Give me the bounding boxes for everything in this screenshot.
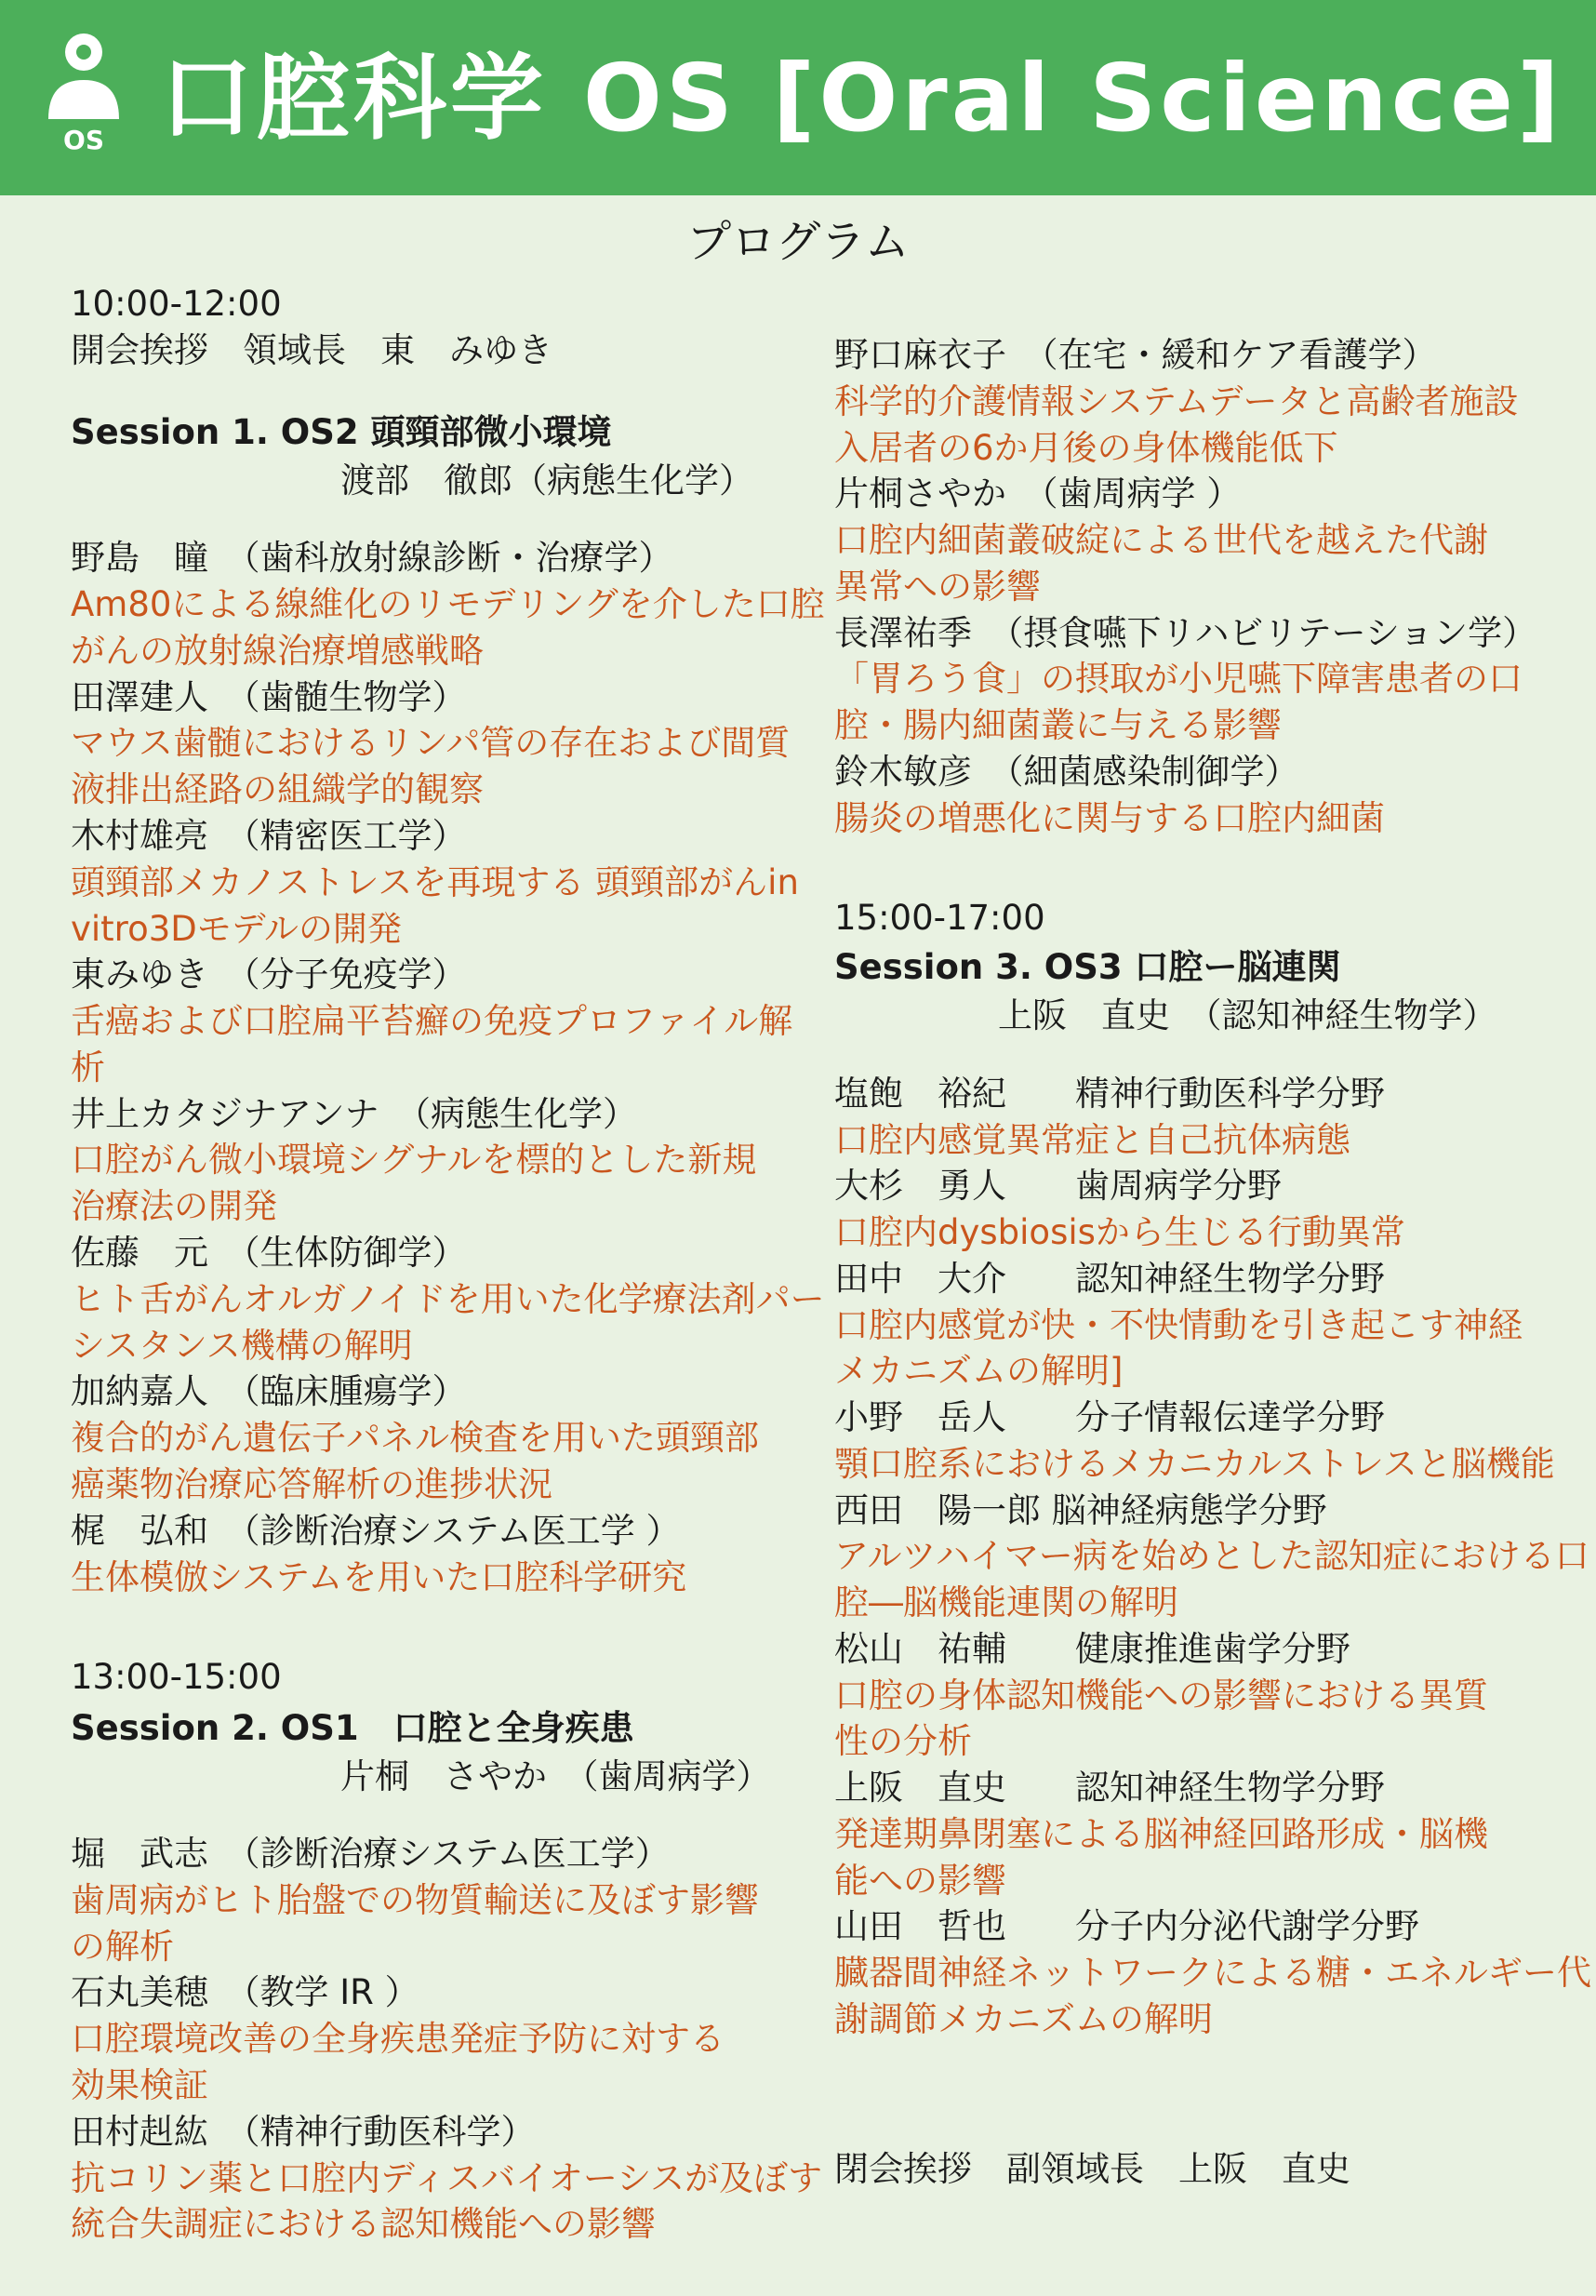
session3-title: Session 3. OS3 口腔ー脳連関: [834, 947, 1341, 987]
speaker: 野島 瞳 （歯科放射線診断・治療学）: [71, 538, 673, 578]
talk-title: 統合失調症における認知機能への影響: [71, 2204, 656, 2244]
speaker: 松山 祐輔 健康推進歯学分野: [834, 1629, 1350, 1669]
page-title: 口腔科学 OS [Oral Science]: [160, 44, 1563, 153]
talk-title: 口腔内感覚異常症と自己抗体病態: [834, 1120, 1350, 1160]
session2-time: 13:00-15:00: [71, 1657, 282, 1697]
speaker: 田中 大介 認知神経生物学分野: [834, 1259, 1385, 1299]
speaker: 山田 哲也 分子内分泌代謝学分野: [834, 1906, 1419, 1946]
speaker: 鈴木敏彦 （細菌感染制御学）: [834, 752, 1299, 792]
talk-title: 抗コリン薬と口腔内ディスバイオーシスが及ぼす: [71, 2158, 823, 2198]
talk-title: 生体模倣システムを用いた口腔科学研究: [71, 1557, 687, 1597]
talk-title: Am80による線維化のリモデリングを介した口腔: [71, 584, 825, 624]
talk-title: 顎口腔系におけるメカニカルストレスと脳機能: [834, 1444, 1555, 1484]
talk-title: 謝調節メカニズムの解明: [834, 1999, 1213, 2039]
talk-title: の解析: [71, 1927, 174, 1967]
speaker: 田澤建人 （歯髄生物学）: [71, 677, 467, 717]
talk-title: マウス歯髄におけるリンパ管の存在および間質: [71, 723, 791, 763]
talk-title: アルツハイマー病を始めとした認知症における口: [834, 1536, 1589, 1576]
talk-title: 入居者の6か月後の身体機能低下: [834, 428, 1338, 468]
speaker: 梶 弘和 （診断治療システム医工学 ）: [71, 1511, 681, 1551]
talk-title: 腔・腸内細菌叢に与える影響: [834, 705, 1282, 745]
talk-title: 口腔内細菌叢破綻による世代を越えた代謝: [834, 520, 1488, 560]
speaker: 片桐さやか （歯周病学 ）: [834, 474, 1242, 514]
talk-title: 発達期鼻閉塞による脳神経回路形成・脳機: [834, 1814, 1488, 1854]
talk-title: vitro3Dモデルの開発: [71, 909, 402, 949]
talk-title: 科学的介護情報システムデータと高齢者施設: [834, 381, 1519, 421]
speaker: 木村雄亮 （精密医工学）: [71, 816, 467, 856]
talk-title: 腔―脳機能連関の解明: [834, 1582, 1178, 1622]
speaker: 田村赳紘 （精神行動医科学）: [71, 2112, 536, 2152]
talk-title: 治療法の開発: [71, 1186, 277, 1226]
talk-title: 舌癌および口腔扁平苔癬の免疫プロファイル解: [71, 1001, 793, 1041]
talk-title: 複合的がん遺伝子パネル検査を用いた頭頸部: [71, 1418, 759, 1458]
talk-title: 異常への影響: [834, 567, 1041, 607]
svg-text:OS: OS: [63, 125, 104, 155]
talk-title: 口腔がん微小環境シグナルを標的とした新規: [71, 1140, 757, 1180]
speaker: 上阪 直史 認知神経生物学分野: [834, 1768, 1385, 1808]
talk-title: 歯周病がヒト胎盤での物質輸送に及ぼす影響: [71, 1880, 759, 1920]
speaker: 加納嘉人 （臨床腫瘍学）: [71, 1371, 467, 1411]
talk-title: 癌薬物治療応答解析の進捗状況: [71, 1464, 552, 1504]
talk-title: 頭頸部メカノストレスを再現する 頭頸部がんin: [71, 862, 799, 902]
speaker: 井上カタジナアンナ （病態生化学）: [71, 1094, 638, 1134]
speaker: 東みゆき （分子免疫学）: [71, 954, 467, 994]
speaker: 西田 陽一郎 脳神経病態学分野: [834, 1490, 1327, 1530]
talk-title: メカニズムの解明]: [834, 1351, 1124, 1391]
talk-title: がんの放射線治療増感戦略: [71, 631, 484, 671]
session2-title: Session 2. OS1 口腔と全身疾患: [71, 1708, 634, 1748]
program-title: プログラム: [686, 216, 910, 268]
talk-title: 口腔内dysbiosisから生じる行動異常: [834, 1212, 1405, 1252]
talk-title: 腸炎の増悪化に関与する口腔内細菌: [834, 798, 1385, 838]
talk-title: 効果検証: [71, 2065, 208, 2105]
session1-title: Session 1. OS2 頭頸部微小環境: [71, 412, 612, 452]
speaker: 小野 岳人 分子情報伝達学分野: [834, 1397, 1385, 1437]
talk-title: 口腔内感覚が快・不快情動を引き起こす神経: [834, 1305, 1523, 1345]
talk-title: 析: [71, 1048, 105, 1088]
talk-title: シスタンス機構の解明: [71, 1326, 413, 1366]
opening-remarks: 開会挨拶 領域長 東 みゆき: [71, 330, 552, 370]
header-banner: [0, 0, 1596, 195]
session2-chair: 片桐 さやか （歯周病学）: [340, 1756, 771, 1796]
talk-title: 性の分析: [834, 1721, 972, 1761]
talk-title: 口腔環境改善の全身疾患発症予防に対する: [71, 2019, 725, 2059]
speaker: 石丸美穂 （教学 IR ）: [71, 1972, 419, 2012]
session1-time: 10:00-12:00: [71, 284, 282, 324]
talk-title: 臓器間神経ネットワークによる糖・エネルギー代: [834, 1953, 1591, 1993]
speaker: 堀 武志 （診断治療システム医工学）: [71, 1834, 670, 1874]
speaker: 塩飽 裕紀 精神行動医科学分野: [834, 1074, 1385, 1114]
os-logo-icon: [37, 26, 130, 156]
session3-chair: 上阪 直史 （認知神経生物学）: [998, 995, 1497, 1035]
speaker: 佐藤 元 （生体防御学）: [71, 1233, 467, 1273]
talk-title: 能への影響: [834, 1861, 1006, 1901]
closing-remarks: 閉会挨拶 副領域長 上阪 直史: [834, 2149, 1350, 2189]
speaker: 野口麻衣子 （在宅・緩和ケア看護学）: [834, 335, 1437, 375]
speaker: 大杉 勇人 歯周病学分野: [834, 1166, 1282, 1206]
speaker: 長澤祐季 （摂食嚥下リハビリテーション学）: [834, 613, 1537, 653]
talk-title: ヒト舌がんオルガノイドを用いた化学療法剤パー: [71, 1279, 825, 1319]
session1-chair: 渡部 徹郎（病態生化学）: [340, 461, 753, 501]
session3-time: 15:00-17:00: [834, 898, 1045, 938]
talk-title: 「胃ろう食」の摂取が小児嚥下障害患者の口: [834, 659, 1523, 699]
talk-title: 液排出経路の組織学的観察: [71, 769, 484, 809]
talk-title: 口腔の身体認知機能への影響における異質: [834, 1675, 1488, 1715]
